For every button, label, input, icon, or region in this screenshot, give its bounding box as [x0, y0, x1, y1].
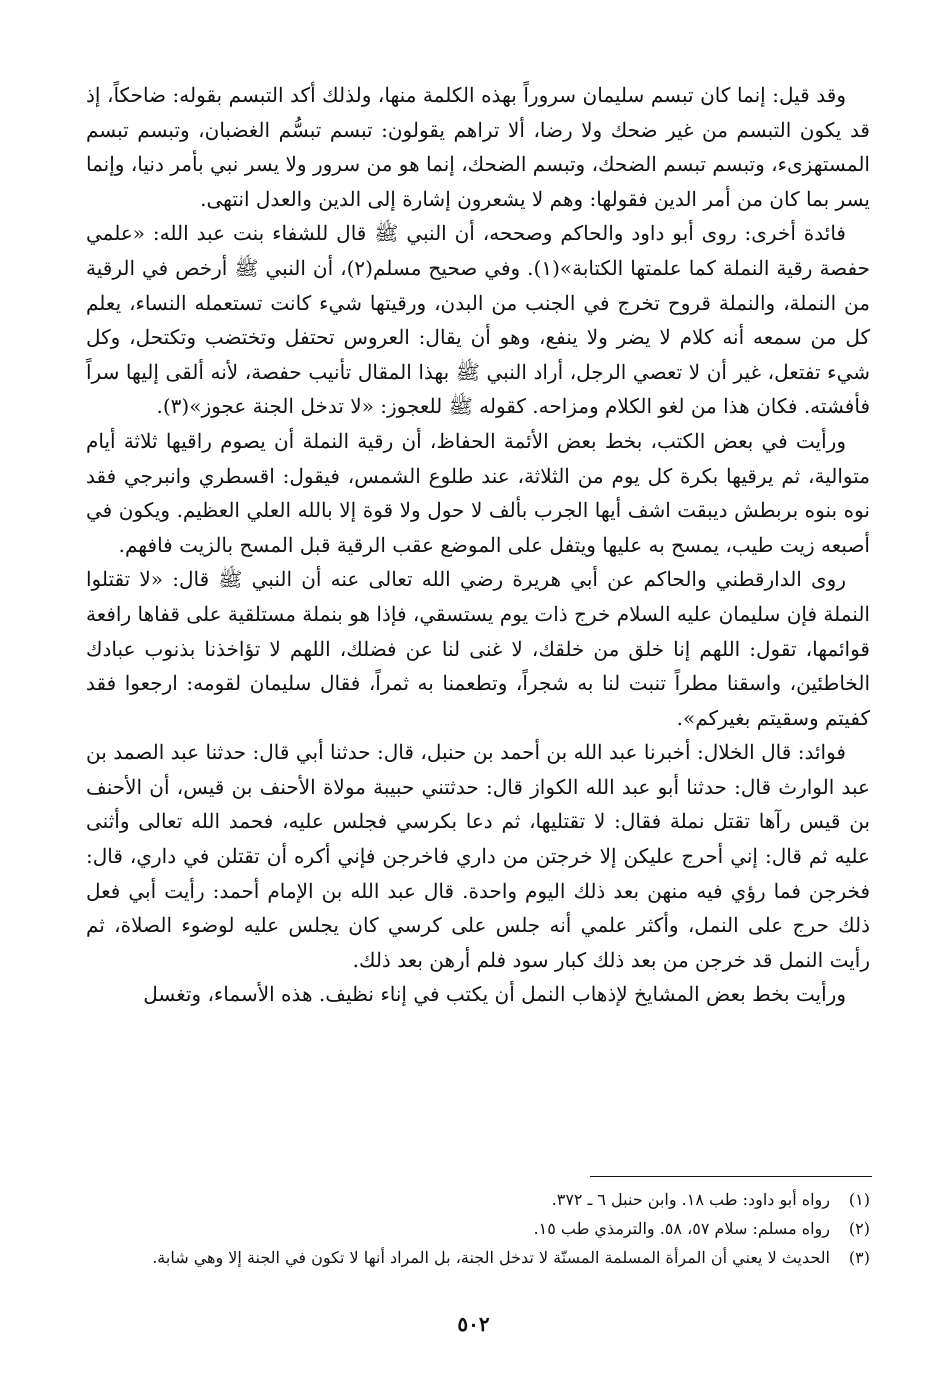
footnote-number: (٢) [848, 1219, 870, 1238]
paragraph-ant-ruqya: فائدة أخرى: روى أبو داود والحاكم وصححه، أن النبي ﷺ قال للشفاء بنت عبد الله: «علمي حفصة رقية النملة كما علمتها الكتابة»(١). وفي صحيح مسلم(٢)، أن النبي ﷺ أرخص في الرقية من النملة، والنملة قروح تخرج في الجنب من البدن، ورقيتها شيء كانت تستعمله النساء، يعلم كل من سمعه أنه كلام لا يضر ولا ينفع، وهو أن يقال: العروس تحتفل وتختضب وتكتحل، وكل شيء تفتعل، غير أن لا تعصي الرجل، أراد النبي ﷺ بهذا المقال تأنيب حفصة، لأنه ألقى إليها سراً فأفشته. فكان هذا من لغو الكلام ومزاحه. كقوله ﷺ للعجوز: «لا تدخل الجنة عجوز»(٣). [86, 221, 871, 419]
footnote-text: رواه أبو داود: طب ١٨. وابن حنبل ٦ ـ ٣٧٢. [551, 1190, 830, 1209]
footnote-item [86, 1214, 870, 1243]
paragraph-smile: وقد قيل: إنما كان تبسم سليمان سروراً بهذه الكلمة منها، ولذلك أكد التبسم بقوله: ضاحكاً، إذ قد يكون التبسم من غير ضحك ولا رضا، ألا تراهم يقولون: تبسم تبسُّم الغضبان، وتبسم تبسم المستهزىء، وتبسم تبسم الضحك، وتبسم الضحك، إنما هو من سرور ولا يسر نبي بأمر دنيا، وإنما يسر بما كان من أمر الدين فقولها: وهم لا يشعرون إشارة إلى الدين والعدل انتهى. [86, 83, 870, 211]
paragraph-khallal-benefits: فوائد: قال الخلال: أخبرنا عبد الله بن أحمد بن حنبل، قال: حدثنا أبي قال: حدثنا عبد الصمد بن عبد الوارث قال: حدثنا أبو عبد الله الكواز قال: حدثتني حبيبة مولاة الأحنف بن قيس، أن الأحنف بن قيس رآها تقتل نملة فقال: لا تقتليها، ثم دعا بكرسي فجلس عليه، فحمد الله تعالى وأثنى عليه ثم قال: إني أحرج عليكن إلا خرجتن من داري فاخرجن فإني أكره أن تقتلن في داري، قال: فخرجن فما رؤي فيه منهن بعد ذلك اليوم واحدة. قال عبد الله بن الإمام أحمد: رأيت أبي فعل ذلك حرج على النمل، وأكثر علمي أنه جلس على كرسي كان يجلس عليه لوضوء الصلاة، ثم رأيت النمل قد خرجن من بعد ذلك كبار سود فلم أرهن بعد ذلك. [86, 740, 871, 972]
paragraph-ruqya-method: ورأيت في بعض الكتب، بخط بعض الأئمة الحفاظ، أن رقية النملة أن يصوم راقيها ثلاثة أيام متوالية، ثم يرقيها بكرة كل يوم من الثلاثة، عند طلوع الشمس، فيقول: اقسطري وانبرجي فقد نوه بنوه بربطش ديبقت اشف أيها الجرب بألف لا حول ولا قوة إلا بالله العلي العظيم. ويكون في أصبعه زيت طيب، يمسح به عليها ويتفل على الموضع عقب الرقية قبل المسح بالزيت فافهم. [86, 428, 870, 557]
footnote-divider [590, 1176, 872, 1177]
paragraph-daraqutni-hadith: روى الدارقطني والحاكم عن أبي هريرة رضي الله تعالى عنه أن النبي ﷺ قال: «لا تقتلوا النملة فإن سليمان عليه السلام خرج ذات يوم يستسقي، فإذا هو بنملة مستلقية على قفاها رافعة قوائمها، تقول: اللهم إنا خلق من خلقك، لا غنى لنا عن فضلك، اللهم لا تؤاخذنا بذنوب عبادك الخاطئين، واسقنا مطراً تنبت لنا به شجراً، وتطعمنا به ثمراً، فقال سليمان لقومه: ارجعوا فقد كفيتم وسقيتم بغيركم». [86, 567, 870, 730]
paragraph-shaykhs-writing: ورأيت بخط بعض المشايخ لإذهاب النمل أن يكتب في إناء نظيف. هذه الأسماء، وتغسل [143, 982, 846, 1007]
footnote-item [86, 1185, 870, 1214]
footnote-number: (٣) [848, 1248, 870, 1267]
page-number: ٥٠٢ [457, 1312, 490, 1336]
footnote-number: (١) [848, 1190, 870, 1209]
footnote-item [86, 1243, 870, 1272]
footnotes [86, 1185, 870, 1272]
footnote-text: الحديث لا يعني أن المرأة المسلمة المسنّة لا تدخل الجنة، بل المراد أنها لا تكون في الجنة إلا وهي شابة. [152, 1248, 830, 1267]
footnote-text: رواه مسلم: سلام ٥٧، ٥٨. والترمذي طب ١٥. [533, 1219, 830, 1238]
main-text [86, 78, 870, 1012]
